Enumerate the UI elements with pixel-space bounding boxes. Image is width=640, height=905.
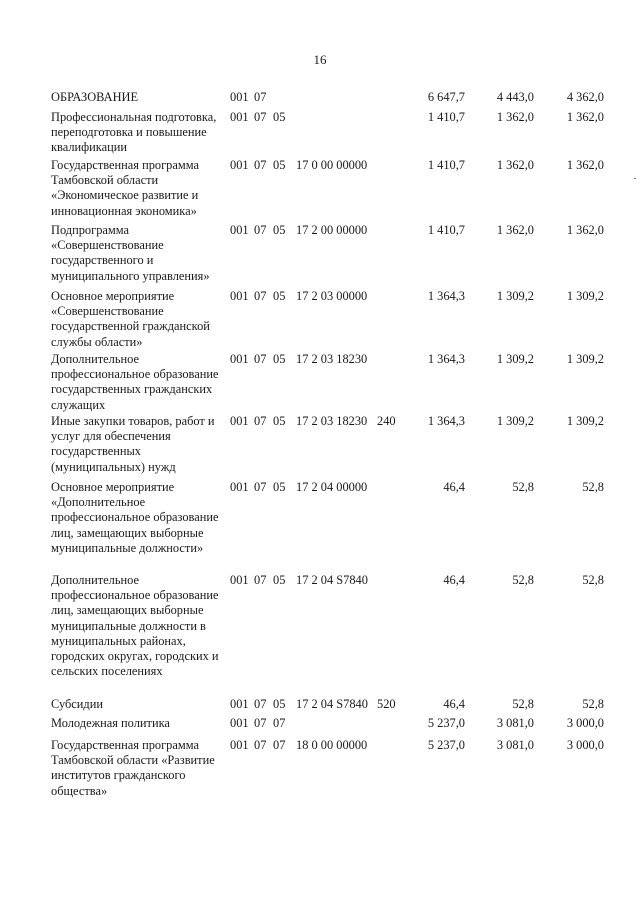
amount-year-2: 1 362,0: [496, 110, 534, 124]
row-name: Основное мероприятие «Совершенствование государственной гражданской службы области»: [51, 289, 210, 349]
amount-year-1: 1 364,3: [427, 352, 465, 366]
code-target-article: 17 2 03 00000: [296, 289, 368, 303]
code-subsection: 05: [273, 289, 286, 303]
code-expense-type: 240: [377, 414, 396, 428]
code-section: 07: [254, 480, 267, 494]
code-section: 07: [254, 352, 267, 366]
code-subsection: 05: [273, 480, 286, 494]
amount-year-2: 3 081,0: [496, 738, 534, 752]
row-name: Субсидии: [51, 697, 103, 711]
code-target-article: 17 0 00 00000: [296, 158, 368, 172]
code-subsection: 05: [273, 697, 286, 711]
code-section: 07: [254, 414, 267, 428]
amount-year-2: 4 443,0: [496, 90, 534, 104]
code-ministry: 001: [230, 158, 249, 172]
amount-year-3: 3 000,0: [566, 738, 604, 752]
row-name: ОБРАЗОВАНИЕ: [51, 90, 139, 104]
row-name: Государственная программа Тамбовской области «Экономическое развитие и инновационная экономика»: [51, 158, 199, 218]
code-ministry: 001: [230, 110, 249, 124]
amount-year-3: 1 362,0: [566, 110, 604, 124]
code-expense-type: 520: [377, 697, 396, 711]
code-section: 07: [254, 158, 267, 172]
amount-year-3: 1 309,2: [566, 352, 604, 366]
code-ministry: 001: [230, 738, 249, 752]
amount-year-2: 52,8: [512, 573, 534, 587]
code-ministry: 001: [230, 573, 249, 587]
code-target-article: 17 2 04 S7840: [296, 697, 368, 711]
amount-year-1: 46,4: [443, 573, 465, 587]
row-name: Государственная программа Тамбовской области «Развитие институтов гражданского общества»: [51, 738, 215, 798]
amount-year-1: 1 364,3: [427, 414, 465, 428]
amount-year-2: 52,8: [512, 697, 534, 711]
code-section: 07: [254, 716, 267, 730]
amount-year-3: 4 362,0: [566, 90, 604, 104]
amount-year-3: 52,8: [582, 697, 604, 711]
amount-year-3: 1 362,0: [566, 158, 604, 172]
code-target-article: 17 2 04 S7840: [296, 573, 368, 587]
amount-year-3: 3 000,0: [566, 716, 604, 730]
page-number: 16: [313, 52, 327, 67]
code-ministry: 001: [230, 90, 249, 104]
code-section: 07: [254, 110, 267, 124]
amount-year-1: 1 364,3: [427, 289, 465, 303]
amount-year-2: 1 309,2: [496, 414, 534, 428]
code-subsection: 07: [273, 716, 286, 730]
code-target-article: 17 2 00 00000: [296, 223, 368, 237]
amount-year-3: 52,8: [582, 480, 604, 494]
code-ministry: 001: [230, 352, 249, 366]
amount-year-1: 46,4: [443, 697, 465, 711]
row-name: Профессиональная подготовка, переподготовка и повышение квалификации: [51, 110, 217, 155]
row-name: Дополнительное профессиональное образование лиц, замещающих выборные муниципальные должности в муниципальных районах, городских округах, городских и сельских поселениях: [51, 573, 219, 679]
code-section: 07: [254, 90, 267, 104]
amount-year-2: 1 362,0: [496, 223, 534, 237]
amount-year-2: 1 309,2: [496, 289, 534, 303]
code-subsection: 05: [273, 573, 286, 587]
code-subsection: 05: [273, 352, 286, 366]
amount-year-1: 5 237,0: [427, 738, 465, 752]
amount-year-1: 46,4: [443, 480, 465, 494]
amount-year-1: 5 237,0: [427, 716, 465, 730]
code-section: 07: [254, 697, 267, 711]
code-ministry: 001: [230, 716, 249, 730]
code-section: 07: [254, 223, 267, 237]
amount-year-1: 1 410,7: [427, 158, 465, 172]
code-subsection: 05: [273, 158, 286, 172]
code-target-article: 17 2 03 18230: [296, 414, 368, 428]
amount-year-2: 3 081,0: [496, 716, 534, 730]
code-section: 07: [254, 573, 267, 587]
code-target-article: 18 0 00 00000: [296, 738, 368, 752]
row-name: Молодежная политика: [51, 716, 170, 730]
code-ministry: 001: [230, 223, 249, 237]
code-subsection: 05: [273, 223, 286, 237]
code-ministry: 001: [230, 697, 249, 711]
code-section: 07: [254, 289, 267, 303]
code-target-article: 17 2 03 18230: [296, 352, 368, 366]
scan-speck: [634, 178, 636, 179]
row-name: Дополнительное профессиональное образование государственных гражданских служащих: [51, 352, 219, 412]
amount-year-3: 1 362,0: [566, 223, 604, 237]
amount-year-3: 52,8: [582, 573, 604, 587]
code-section: 07: [254, 738, 267, 752]
amount-year-3: 1 309,2: [566, 414, 604, 428]
amount-year-2: 52,8: [512, 480, 534, 494]
row-name: Основное мероприятие «Дополнительное профессиональное образование лиц, замещающих выборные муниципальные должности»: [51, 480, 219, 555]
code-ministry: 001: [230, 480, 249, 494]
amount-year-3: 1 309,2: [566, 289, 604, 303]
code-subsection: 05: [273, 110, 286, 124]
code-ministry: 001: [230, 289, 249, 303]
code-subsection: 07: [273, 738, 286, 752]
code-subsection: 05: [273, 414, 286, 428]
row-name: Подпрограмма «Совершенствование государственного и муниципального управления»: [51, 223, 210, 283]
code-ministry: 001: [230, 414, 249, 428]
row-name: Иные закупки товаров, работ и услуг для обеспечения государственных (муниципальных) нужд: [51, 414, 215, 474]
amount-year-2: 1 362,0: [496, 158, 534, 172]
amount-year-1: 1 410,7: [427, 223, 465, 237]
amount-year-1: 1 410,7: [427, 110, 465, 124]
code-target-article: 17 2 04 00000: [296, 480, 368, 494]
amount-year-2: 1 309,2: [496, 352, 534, 366]
amount-year-1: 6 647,7: [427, 90, 465, 104]
